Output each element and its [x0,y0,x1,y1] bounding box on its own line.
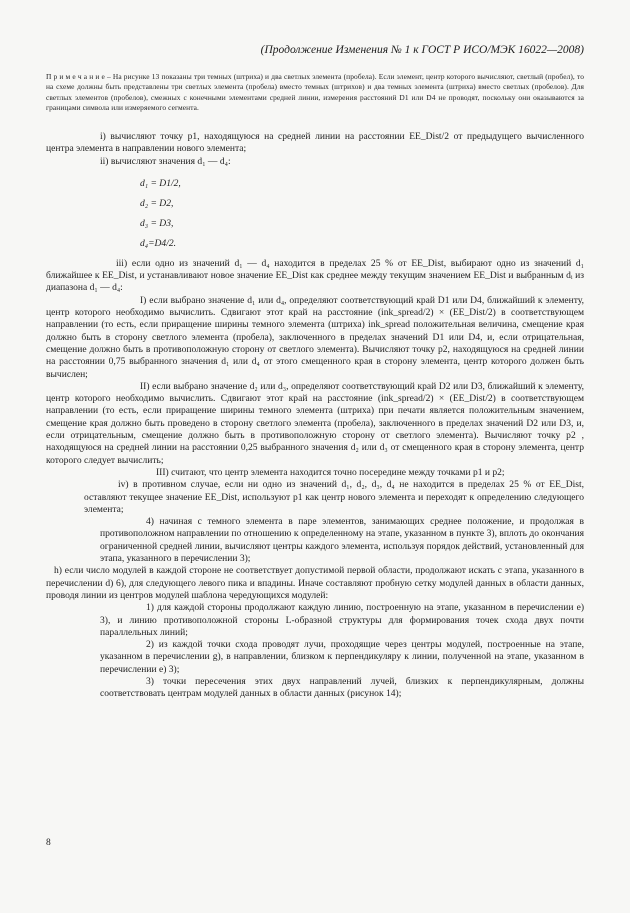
formula-block [46,168,584,258]
note-paragraph: П р и м е ч а н и е – На рисунке 13 показаны три темных (штриха) и два светлых элемента (пробела). Если элемент, центр которого вычисляют, светлый (пробел), то на схеме должны быть представлены три светлых элемента (пробела) вместо темных (штрихов) и два темных элемента (штриха) вместо светлых (пробелов). Для светлых элементов (пробелов), смежных с конечными элементами средней линии, измерения расстояний D1 или D4 не проводят, поскольку они оказываются за границами символа или измеряемого сегмента. [46,72,584,113]
step-4: 4) начиная с темного элемента в паре элементов, занимающих среднее положение, и продолжая в противоположном направлении по отношению к определенному на этапе, указанном в пункте 3), вплоть до окончания ограниченной средней линии, вычисляют центры каждого элемента, используя порядок действий, установленный для этапа, указанного в перечислении 3); [100,516,584,565]
formula-d2: d₂ = D2, [140,197,174,209]
item-iv: iv) в противном случае, если ни одно из значений d₁, d₂, d₃, d₄ не находится в пределах 25 % от EE_Dist, оставляют текущее значение EE_Dist, используют p1 как центр нового элемента и переходят к определению следующего элемента; [84,479,584,515]
formula-d4: d₄=D4/2. [140,237,177,249]
item-h-3: 3) точки пересечения этих двух направлений лучей, близких к перпендикулярным, должны соответствовать центрам модулей данных в области данных (рисунок 14); [100,675,584,700]
item-i: i) вычисляют точку p1, находящуюся на средней линии на расстоянии EE_Dist/2 от предыдущего вычисленного центра элемента в направлении нового элемента; [46,131,584,155]
subitem-I: I) если выбрано значение d₁ или d₄, определяют соответствующий край D1 или D4, ближайший к элементу, центр которого необходимо вычислить. Сдвигают этот край на расстояние (ink_spread/2) × (EE_Dist/2) в соответствующем направлении (то есть, если приращение ширины темного элемента (штриха) ink_spread положительная величина, смещение края должно быть в сторону светлого элемента (пробела), заключенного в пределах значений D1 или D4, и, если отрицательная, смещение должно быть в противоположную сторону от светлого элемента). Вычисляют точку p2, находящуюся на средней линии на расстоянии 0,75 выбранного значения d₁ или d₄ от этого смещенного края в сторону элемента, центр которого должен быть вычислен; [46,294,584,380]
subitem-III: III) считают, что центр элемента находится точно посередине между точками p1 и p2; [156,466,505,478]
page-number: 8 [46,838,51,848]
item-h-2: 2) из каждой точки схода проводят лучи, проходящие через центры модулей, построенные на этапе, указанном в перечислении g), в направлении, близком к перпендикуляру к линии, полученной на этапе, указанном в перечислении e) 3); [100,639,584,675]
formula-d3: d₃ = D3, [140,217,174,229]
item-ii: ii) вычисляют значения d₁ — d₄: [100,155,231,167]
subitem-II: II) если выбрано значение d₂ или d₃, определяют соответствующий край D2 или D3, ближайший к элементу, центр которого необходимо вычислить. Сдвигают этот край на расстояние (ink_spread/2) × (EE_Dist/2) в соответствующем направлении (то есть, если приращение ширины темного элемента (штриха) при печати является положительным значением, смещение края должно быть проведено в сторону светлого элемента (пробела), заключенного в пределах значений D2 или D3, и, если отрицательным, смещение должно быть в противоположную сторону от светлого элемента). Вычисляют точку p2 , находящуюся на средней линии на расстоянии 0,25 выбранного значения d₂ или d₃ от смещенного края в сторону элемента, центр которого следует вычислить; [46,380,584,466]
item-h-1: 1) для каждой стороны продолжают каждую линию, построенную на этапе, указанном в перечислении e) 3), и линию противоположной стороны L-образной структуры для формирования точек схода двух почти параллельных линий; [100,602,584,638]
item-iii: iii) если одно из значений d₁ — d₄ находится в пределах 25 % от EE_Dist, выбирают одно из значений d₁ ближайшее к EE_Dist, и устанавливают новое значение EE_Dist как среднее между текущим значением EE_Dist и выбранным dᵢ из диапазона d₁ — d₄: [46,257,584,294]
item-h: h) если число модулей в каждой стороне не соответствует допустимой первой области, продолжают искать с этапа, указанного в перечислении d) 6), для следующего левого пика и впадины. Иначе составляют пробную сетку модулей данных в области данных, проводя линии из центров модулей шаблона чередующихся модулей: [46,565,584,601]
main-text [46,131,584,701]
running-header: (Продолжение Изменения № 1 к ГОСТ Р ИСО/МЭК 16022—2008) [260,44,584,56]
formula-d1: d₁ = D1/2, [140,177,181,189]
